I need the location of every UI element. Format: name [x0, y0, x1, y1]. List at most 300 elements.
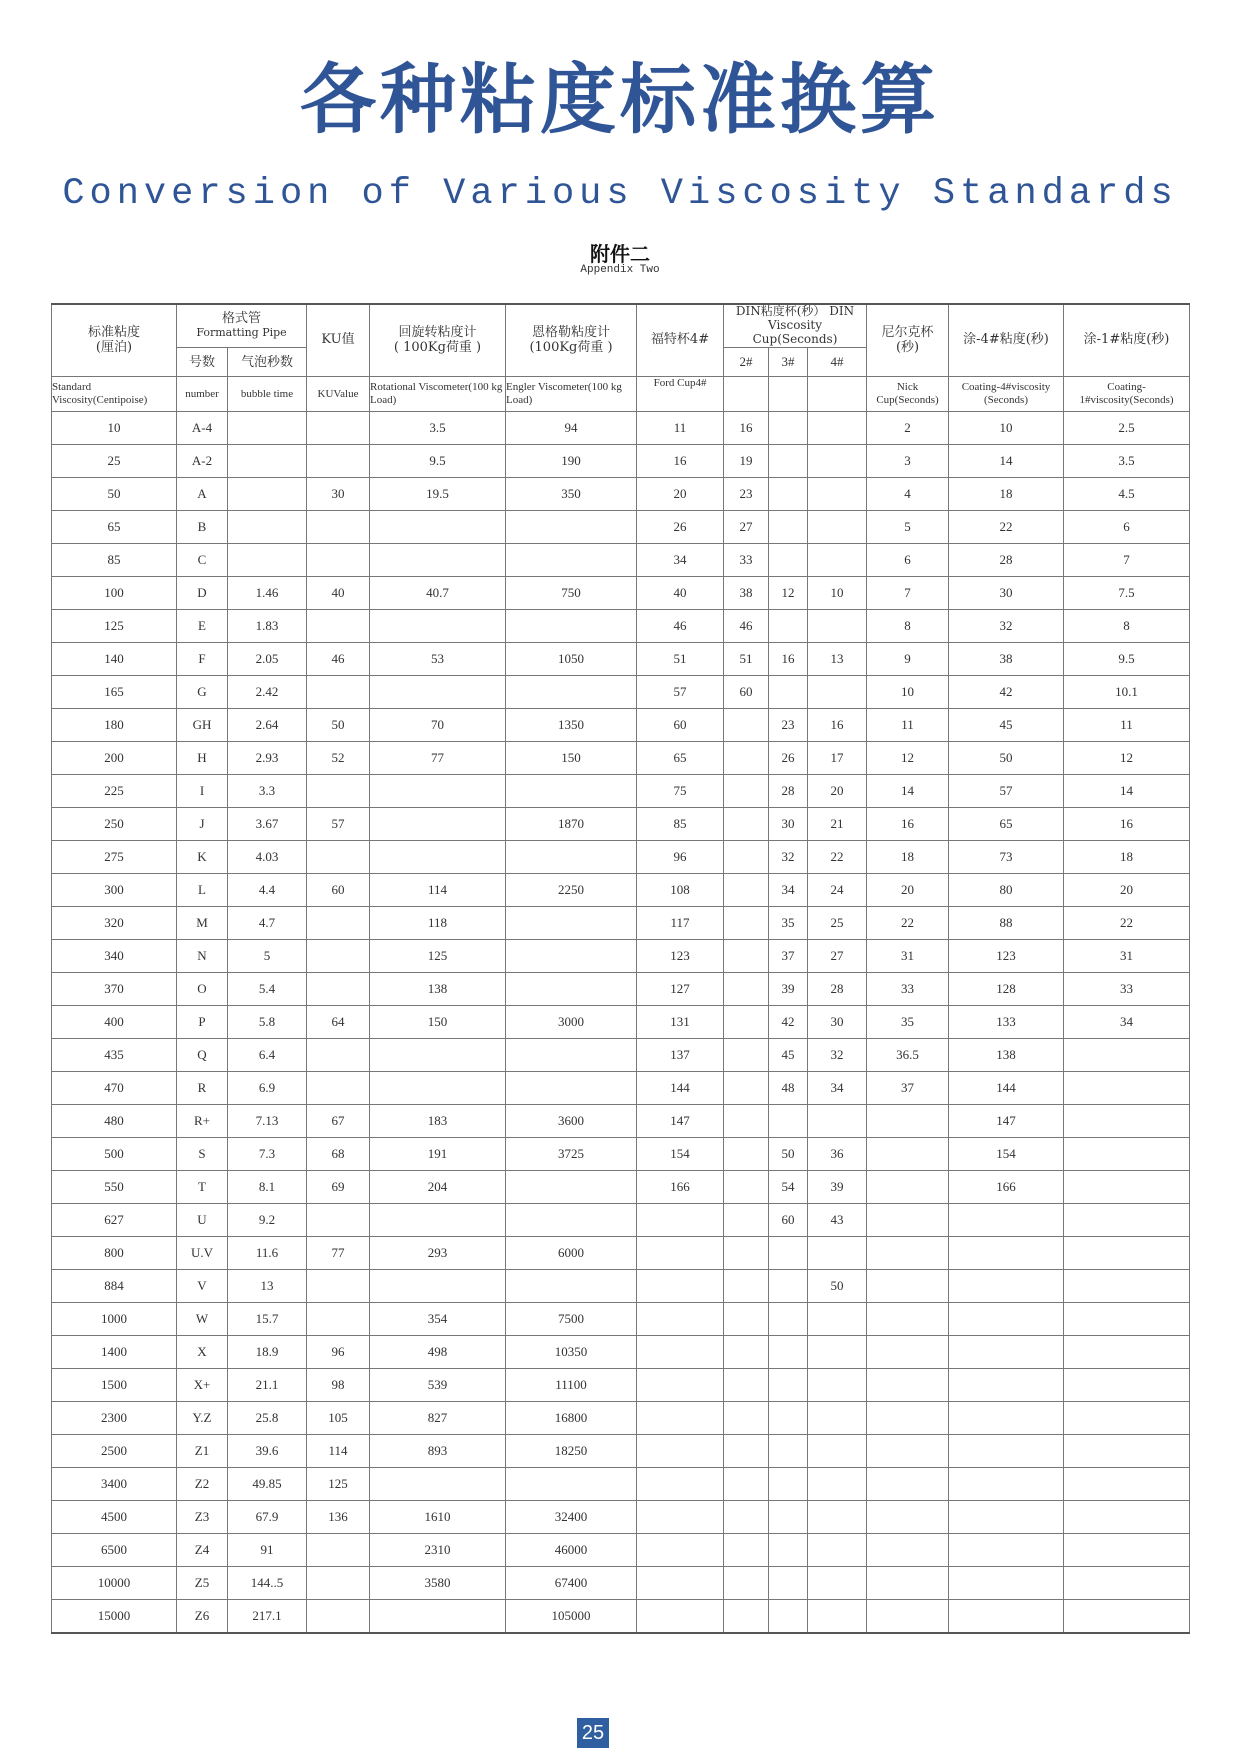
table-cell: 16 — [808, 709, 867, 742]
table-cell: 12 — [1064, 742, 1190, 775]
table-cell — [724, 1105, 769, 1138]
table-cell — [808, 1237, 867, 1270]
table-cell — [637, 1303, 724, 1336]
table-cell: 52 — [307, 742, 370, 775]
table-cell — [506, 610, 637, 643]
table-cell: 26 — [769, 742, 808, 775]
table-cell: 50 — [769, 1138, 808, 1171]
table-cell: 16 — [724, 412, 769, 445]
table-cell: 28 — [769, 775, 808, 808]
table-cell — [724, 1468, 769, 1501]
header-number-cn: 号数 — [177, 348, 228, 377]
table-cell — [769, 1567, 808, 1600]
table-cell — [370, 1039, 506, 1072]
table-cell: 22 — [808, 841, 867, 874]
table-cell — [949, 1303, 1064, 1336]
table-cell: 32400 — [506, 1501, 637, 1534]
table-cell: N — [177, 940, 228, 973]
table-cell: 127 — [637, 973, 724, 1006]
table-cell: 16 — [637, 445, 724, 478]
table-cell — [370, 511, 506, 544]
table-cell: 154 — [949, 1138, 1064, 1171]
table-cell — [307, 412, 370, 445]
table-row — [52, 907, 1190, 940]
table-cell: 217.1 — [228, 1600, 307, 1634]
table-cell: 42 — [949, 676, 1064, 709]
table-cell — [808, 412, 867, 445]
table-cell: 20 — [637, 478, 724, 511]
table-cell — [637, 1204, 724, 1237]
table-cell — [808, 1435, 867, 1468]
table-row — [52, 709, 1190, 742]
table-cell — [769, 1369, 808, 1402]
table-cell — [808, 1402, 867, 1435]
table-cell: 884 — [52, 1270, 177, 1303]
header-rotational-cn: 回旋转粘度计 ( 100Kg荷重 ) — [370, 304, 506, 377]
table-cell — [769, 676, 808, 709]
table-cell — [949, 1600, 1064, 1634]
table-cell — [867, 1600, 949, 1634]
table-cell: 2250 — [506, 874, 637, 907]
table-cell: 3600 — [506, 1105, 637, 1138]
table-cell — [808, 445, 867, 478]
table-cell: 150 — [370, 1006, 506, 1039]
table-cell — [506, 1204, 637, 1237]
table-cell: 69 — [307, 1171, 370, 1204]
table-cell — [769, 1270, 808, 1303]
table-row — [52, 808, 1190, 841]
table-cell — [867, 1270, 949, 1303]
header-engler-cn: 恩格勒粘度计 (100Kg荷重 ) — [506, 304, 637, 377]
table-cell: 293 — [370, 1237, 506, 1270]
table-cell: 3000 — [506, 1006, 637, 1039]
table-cell: 34 — [769, 874, 808, 907]
table-cell — [1064, 1039, 1190, 1072]
table-cell: 42 — [769, 1006, 808, 1039]
table-cell: 128 — [949, 973, 1064, 1006]
table-cell: 827 — [370, 1402, 506, 1435]
table-cell — [307, 775, 370, 808]
table-cell — [949, 1402, 1064, 1435]
table-cell — [1064, 1303, 1190, 1336]
table-cell: 1050 — [506, 643, 637, 676]
table-row — [52, 643, 1190, 676]
table-cell: 40.7 — [370, 577, 506, 610]
table-cell: 14 — [949, 445, 1064, 478]
table-cell: 46 — [724, 610, 769, 643]
table-cell — [370, 1270, 506, 1303]
table-cell: 67.9 — [228, 1501, 307, 1534]
table-cell: 48 — [769, 1072, 808, 1105]
table-cell: 7.5 — [1064, 577, 1190, 610]
table-row — [52, 973, 1190, 1006]
table-cell — [307, 973, 370, 1006]
table-cell: 627 — [52, 1204, 177, 1237]
table-cell — [1064, 1402, 1190, 1435]
table-cell: 180 — [52, 709, 177, 742]
table-cell: 10000 — [52, 1567, 177, 1600]
table-cell — [724, 1567, 769, 1600]
table-cell: 4.4 — [228, 874, 307, 907]
table-cell — [506, 940, 637, 973]
table-row — [52, 1336, 1190, 1369]
table-cell: V — [177, 1270, 228, 1303]
table-cell: 5.4 — [228, 973, 307, 1006]
table-cell: 1.46 — [228, 577, 307, 610]
table-cell: 1870 — [506, 808, 637, 841]
table-cell — [506, 544, 637, 577]
table-cell — [724, 1336, 769, 1369]
header-standard-viscosity-cn: 标准粘度 (厘泊) — [52, 304, 177, 377]
table-cell: 1000 — [52, 1303, 177, 1336]
table-cell — [370, 544, 506, 577]
table-cell — [949, 1435, 1064, 1468]
table-cell — [370, 676, 506, 709]
table-cell: 2.5 — [1064, 412, 1190, 445]
table-row — [52, 1402, 1190, 1435]
table-cell: 96 — [307, 1336, 370, 1369]
table-cell — [370, 610, 506, 643]
table-cell: 7 — [1064, 544, 1190, 577]
table-cell — [307, 1600, 370, 1634]
table-cell: 11 — [867, 709, 949, 742]
table-cell: 36.5 — [867, 1039, 949, 1072]
table-cell: 435 — [52, 1039, 177, 1072]
table-cell: 11100 — [506, 1369, 637, 1402]
table-cell: W — [177, 1303, 228, 1336]
table-cell: 2.42 — [228, 676, 307, 709]
table-cell: R — [177, 1072, 228, 1105]
table-row — [52, 1567, 1190, 1600]
table-row — [52, 544, 1190, 577]
table-cell — [867, 1171, 949, 1204]
table-row — [52, 1501, 1190, 1534]
table-cell: 5 — [867, 511, 949, 544]
page-number: 25 — [577, 1718, 609, 1748]
table-cell: 144 — [637, 1072, 724, 1105]
table-cell: 123 — [949, 940, 1064, 973]
table-cell: U.V — [177, 1237, 228, 1270]
table-cell — [808, 1336, 867, 1369]
table-cell: 51 — [724, 643, 769, 676]
header-rotational-en: Rotational Viscometer(100 kg Load) — [370, 377, 506, 412]
table-cell: 1.83 — [228, 610, 307, 643]
table-cell: 15.7 — [228, 1303, 307, 1336]
table-cell — [808, 1567, 867, 1600]
table-cell — [808, 1369, 867, 1402]
table-cell: A — [177, 478, 228, 511]
table-cell: X — [177, 1336, 228, 1369]
table-cell: 38 — [949, 643, 1064, 676]
table-cell: 138 — [370, 973, 506, 1006]
header-din-3: 3# — [769, 348, 808, 377]
table-cell — [769, 478, 808, 511]
table-cell — [724, 1369, 769, 1402]
table-cell: 17 — [808, 742, 867, 775]
table-cell — [867, 1138, 949, 1171]
table-cell — [307, 1039, 370, 1072]
table-cell — [370, 808, 506, 841]
viscosity-conversion-table — [51, 303, 1190, 1634]
table-cell — [307, 544, 370, 577]
table-cell — [724, 775, 769, 808]
table-cell: 94 — [506, 412, 637, 445]
table-cell: 3.5 — [1064, 445, 1190, 478]
table-row — [52, 1369, 1190, 1402]
table-cell: 14 — [1064, 775, 1190, 808]
table-cell — [808, 1501, 867, 1534]
table-cell — [769, 511, 808, 544]
table-cell: 10.1 — [1064, 676, 1190, 709]
table-cell: 10 — [52, 412, 177, 445]
table-cell — [769, 1435, 808, 1468]
table-cell — [867, 1336, 949, 1369]
table-cell — [808, 610, 867, 643]
table-cell — [637, 1270, 724, 1303]
appendix-label-en: Appendix Two — [580, 264, 660, 276]
table-cell: 98 — [307, 1369, 370, 1402]
page-subtitle: Conversion of Various Viscosity Standards — [62, 173, 1178, 215]
header-din-4: 4# — [808, 348, 867, 377]
table-cell: 123 — [637, 940, 724, 973]
table-cell — [724, 1204, 769, 1237]
header-ford-cup-en: Ford Cup4# — [637, 377, 724, 412]
table-row — [52, 1171, 1190, 1204]
table-cell: 46 — [637, 610, 724, 643]
table-cell — [307, 511, 370, 544]
table-row — [52, 1237, 1190, 1270]
table-cell: 300 — [52, 874, 177, 907]
table-cell — [724, 1303, 769, 1336]
header-number-en: number — [177, 377, 228, 412]
table-cell: 12 — [867, 742, 949, 775]
table-cell: 893 — [370, 1435, 506, 1468]
table-cell: 43 — [808, 1204, 867, 1237]
header-din-cup: DIN粘度杯(秒） DIN Viscosity Cup(Seconds) — [724, 304, 867, 348]
table-cell — [867, 1237, 949, 1270]
table-cell: 20 — [808, 775, 867, 808]
table-cell: 60 — [769, 1204, 808, 1237]
table-cell: K — [177, 841, 228, 874]
table-cell — [769, 1468, 808, 1501]
table-cell: 136 — [307, 1501, 370, 1534]
table-cell: 28 — [949, 544, 1064, 577]
table-cell: 16 — [1064, 808, 1190, 841]
table-cell: 77 — [307, 1237, 370, 1270]
table-cell — [637, 1435, 724, 1468]
table-cell: S — [177, 1138, 228, 1171]
table-cell — [1064, 1171, 1190, 1204]
table-cell: 20 — [867, 874, 949, 907]
table-cell — [506, 676, 637, 709]
header-coating-1-en: Coating-1#viscosity(Seconds) — [1064, 377, 1190, 412]
table-cell: 498 — [370, 1336, 506, 1369]
header-din-3-en — [769, 377, 808, 412]
table-cell — [307, 1072, 370, 1105]
table-cell — [724, 1402, 769, 1435]
table-cell: 6500 — [52, 1534, 177, 1567]
table-cell: 80 — [949, 874, 1064, 907]
table-cell: 539 — [370, 1369, 506, 1402]
table-cell: 77 — [370, 742, 506, 775]
table-cell: Q — [177, 1039, 228, 1072]
table-cell — [370, 1600, 506, 1634]
table-cell: 3.5 — [370, 412, 506, 445]
table-cell — [808, 544, 867, 577]
table-cell: Y.Z — [177, 1402, 228, 1435]
table-cell: 18 — [949, 478, 1064, 511]
table-cell: 4 — [867, 478, 949, 511]
table-cell: 5 — [228, 940, 307, 973]
table-cell: 30 — [949, 577, 1064, 610]
table-cell: 200 — [52, 742, 177, 775]
table-cell — [307, 1303, 370, 1336]
table-cell: 125 — [52, 610, 177, 643]
table-cell: 800 — [52, 1237, 177, 1270]
table-cell: 31 — [1064, 940, 1190, 973]
table-cell: 16 — [769, 643, 808, 676]
table-cell — [724, 1501, 769, 1534]
header-engler-en: Engler Viscometer(100 kg Load) — [506, 377, 637, 412]
table-cell — [769, 1402, 808, 1435]
table-row — [52, 1204, 1190, 1237]
table-cell — [724, 1072, 769, 1105]
table-cell — [370, 775, 506, 808]
table-cell: 19 — [724, 445, 769, 478]
table-cell: 39.6 — [228, 1435, 307, 1468]
header-nick-cup-cn: 尼尔克杯 (秒) — [867, 304, 949, 377]
table-cell: A-4 — [177, 412, 228, 445]
table-cell — [228, 445, 307, 478]
table-cell: 51 — [637, 643, 724, 676]
table-cell: 64 — [307, 1006, 370, 1039]
table-cell — [370, 1204, 506, 1237]
table-cell: 33 — [1064, 973, 1190, 1006]
table-cell: 13 — [228, 1270, 307, 1303]
table-cell — [506, 907, 637, 940]
table-cell: 65 — [52, 511, 177, 544]
table-row — [52, 874, 1190, 907]
table-cell: 25 — [808, 907, 867, 940]
table-cell — [867, 1204, 949, 1237]
table-row — [52, 1534, 1190, 1567]
table-cell: 3725 — [506, 1138, 637, 1171]
table-cell: 250 — [52, 808, 177, 841]
table-cell: 37 — [769, 940, 808, 973]
table-cell: 15000 — [52, 1600, 177, 1634]
table-cell — [867, 1105, 949, 1138]
header-coating-4-en: Coating-4#viscosity (Seconds) — [949, 377, 1064, 412]
table-cell: 7.13 — [228, 1105, 307, 1138]
table-cell: P — [177, 1006, 228, 1039]
table-cell — [808, 478, 867, 511]
table-cell: 8 — [1064, 610, 1190, 643]
table-cell — [307, 1270, 370, 1303]
table-cell — [867, 1567, 949, 1600]
table-cell — [949, 1204, 1064, 1237]
table-cell: 118 — [370, 907, 506, 940]
table-cell — [724, 907, 769, 940]
table-cell — [949, 1237, 1064, 1270]
table-cell: 4.03 — [228, 841, 307, 874]
table-cell: 10350 — [506, 1336, 637, 1369]
table-cell: 45 — [949, 709, 1064, 742]
table-cell: 25 — [52, 445, 177, 478]
table-cell: 3.67 — [228, 808, 307, 841]
header-bubble-time-en: bubble time — [228, 377, 307, 412]
table-cell: 750 — [506, 577, 637, 610]
table-cell: 32 — [769, 841, 808, 874]
table-cell: 50 — [307, 709, 370, 742]
table-cell — [1064, 1534, 1190, 1567]
table-cell: 18 — [1064, 841, 1190, 874]
table-row — [52, 1435, 1190, 1468]
table-cell — [506, 1270, 637, 1303]
header-din-4-en — [808, 377, 867, 412]
table-body — [52, 412, 1190, 1634]
table-cell — [724, 709, 769, 742]
table-cell — [506, 1039, 637, 1072]
table-row — [52, 610, 1190, 643]
table-cell: 147 — [637, 1105, 724, 1138]
table-cell: 50 — [52, 478, 177, 511]
table-cell: I — [177, 775, 228, 808]
table-cell — [867, 1402, 949, 1435]
table-cell: F — [177, 643, 228, 676]
table-row — [52, 511, 1190, 544]
table-cell — [307, 1567, 370, 1600]
table-cell — [724, 1237, 769, 1270]
table-cell — [307, 610, 370, 643]
table-cell — [808, 1534, 867, 1567]
table-cell: 144 — [949, 1072, 1064, 1105]
table-cell: B — [177, 511, 228, 544]
table-cell: 2 — [867, 412, 949, 445]
table-cell: 34 — [1064, 1006, 1190, 1039]
table-cell: 32 — [949, 610, 1064, 643]
table-cell — [949, 1501, 1064, 1534]
table-cell — [769, 1303, 808, 1336]
table-cell: 18.9 — [228, 1336, 307, 1369]
table-cell — [949, 1534, 1064, 1567]
table-cell: 4.7 — [228, 907, 307, 940]
table-cell: 24 — [808, 874, 867, 907]
table-cell: 21.1 — [228, 1369, 307, 1402]
table-cell — [808, 676, 867, 709]
header-ku-value-cn: KU值 — [307, 304, 370, 377]
page-title: 各种粘度标准换算 — [300, 55, 940, 144]
table-cell — [867, 1369, 949, 1402]
table-cell — [867, 1534, 949, 1567]
table-cell: 2.93 — [228, 742, 307, 775]
table-cell: 154 — [637, 1138, 724, 1171]
table-cell: 3580 — [370, 1567, 506, 1600]
table-cell — [506, 775, 637, 808]
table-cell: 28 — [808, 973, 867, 1006]
table-cell: 131 — [637, 1006, 724, 1039]
table-cell — [867, 1435, 949, 1468]
table-row — [52, 577, 1190, 610]
table-cell: 21 — [808, 808, 867, 841]
table-cell — [769, 1501, 808, 1534]
table-cell — [637, 1237, 724, 1270]
table-cell: Z4 — [177, 1534, 228, 1567]
table-cell: 30 — [769, 808, 808, 841]
table-cell: 73 — [949, 841, 1064, 874]
table-cell: 117 — [637, 907, 724, 940]
table-cell: 125 — [370, 940, 506, 973]
table-cell: 108 — [637, 874, 724, 907]
